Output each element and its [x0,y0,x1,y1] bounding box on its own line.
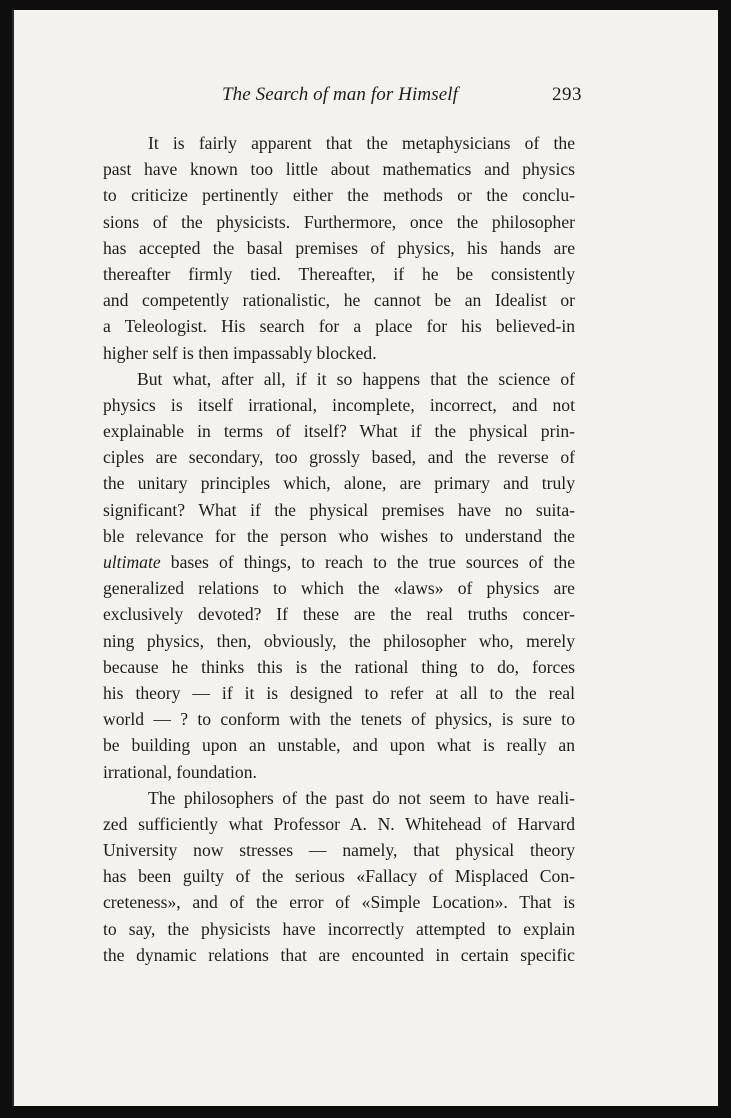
paragraph-line-rest: bases of things, to reach to the true sources of the [170,552,575,572]
paragraph-line: to say, the physicists have incorrectly attempted to explain [103,918,575,939]
paragraph-line-with-italic [103,549,575,575]
paragraph-line: But what, after all, if it so happens that the science of [137,368,575,389]
paragraph-line: has been guilty of the serious «Fallacy of Misplaced Con- [103,866,575,887]
book-page [12,10,718,1106]
paragraph-line: his theory — if it is designed to refer at all to the real [103,682,575,703]
paragraph-line: and competently rationalistic, he cannot be an Idealist or [103,290,575,311]
paragraph-line: physics is itself irrational, incomplete, incorrect, and not [103,394,575,415]
paragraph-line: has accepted the basal premises of physics, his hands are [103,237,575,258]
paragraph-line: The philosophers of the past do not seem to have reali- [148,787,575,808]
body-text [103,130,575,968]
paragraph-line: thereafter firmly tied. Thereafter, if he be consistently [103,263,575,284]
paragraph-line: the dynamic relations that are encounted in certain specific [103,944,575,965]
paragraph-line: significant? What if the physical premises have no suita- [103,499,575,520]
paragraph-line: It is fairly apparent that the metaphysicians of the [148,133,575,153]
paragraph-line: ciples are secondary, too grossly based, and the reverse of [103,447,575,468]
paragraph-line: generalized relations to which the «laws» of physics are [103,578,575,599]
paragraph-line: to criticize pertinently either the methods or the conclu- [103,185,575,206]
paragraph-line: irrational, foundation. [103,761,257,782]
paragraph-line: ble relevance for the person who wishes to understand the [103,525,575,546]
paragraph-2 [103,366,575,785]
paragraph-line: because he thinks this is the rational thing to do, forces [103,656,575,677]
paragraph-line: world — ? to conform with the tenets of physics, is sure to [103,709,575,730]
paragraph-line: zed sufficiently what Professor A. N. Whitehead of Harvard [103,813,575,834]
paragraph-line: creteness», and of the error of «Simple Location». That is [103,892,575,913]
italic-word: ultimate [103,552,161,572]
paragraph-line: ning physics, then, obviously, the philosopher who, merely [103,630,575,651]
paragraph-line: past have known too little about mathematics and physics [103,159,575,180]
paragraph-line: be building upon an unstable, and upon what is really an [103,735,575,756]
running-title: The Search of man for Himself [222,84,458,105]
paragraph-1 [103,130,575,366]
paragraph-line: sions of the physicists. Furthermore, once the philosopher [103,211,575,232]
paragraph-line: explainable in terms of itself? What if the physical prin- [103,421,575,442]
paragraph-line: the unitary principles which, alone, are primary and truly [103,473,575,494]
page-number: 293 [552,84,582,105]
paragraph-line: University now stresses — namely, that physical theory [103,840,575,861]
page-header [114,84,582,114]
paragraph-line: higher self is then impassably blocked. [103,342,377,363]
paragraph-line: exclusively devoted? If these are the real truths concer- [103,604,575,625]
paragraph-3 [103,785,575,968]
paragraph-line: a Teleologist. His search for a place for his believed-in [103,316,575,337]
